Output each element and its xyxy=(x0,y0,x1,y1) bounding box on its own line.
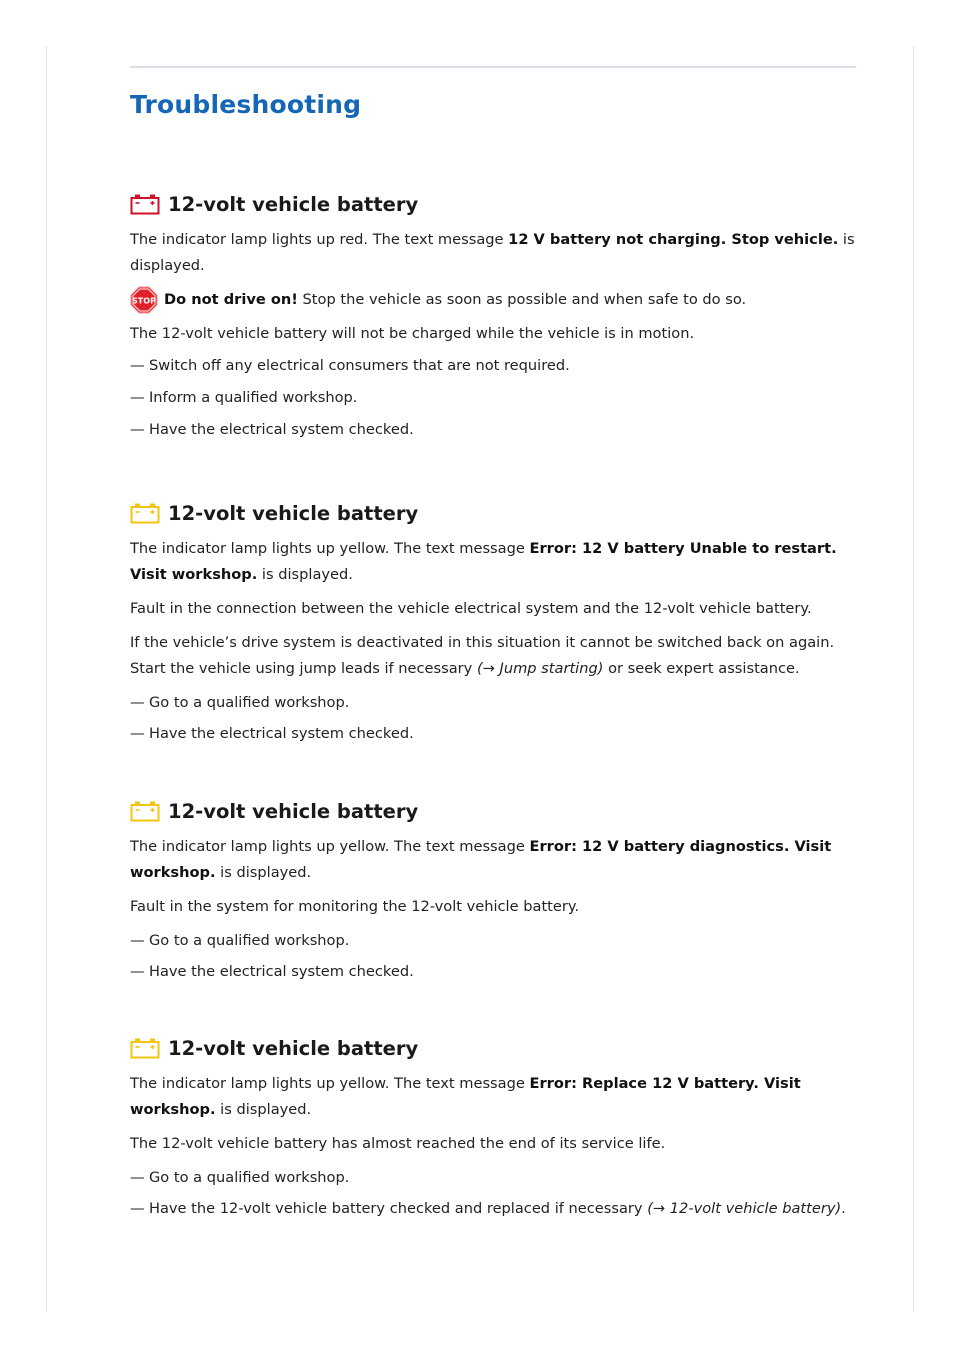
stop-sign-icon xyxy=(130,286,158,314)
warning-bold: Do not drive on! xyxy=(164,291,298,308)
battery-icon xyxy=(130,502,160,524)
heading-text: 12-volt vehicle battery xyxy=(168,1036,419,1060)
text-message: 12 V battery not charging. Stop vehicle. xyxy=(508,231,839,248)
description: Fault in the system for monitoring the 12-volt vehicle battery. xyxy=(130,898,580,915)
section-battery-yellow-restart xyxy=(130,498,860,747)
heading-text: 12-volt vehicle battery xyxy=(168,192,419,216)
right-margin-line xyxy=(913,46,914,1312)
battery-icon xyxy=(130,193,160,215)
list-item: — Have the electrical system checked. xyxy=(130,725,414,742)
list-item: — Inform a qualified workshop. xyxy=(130,389,358,406)
left-margin-line xyxy=(46,46,47,1312)
text-message: Error: Replace 12 V battery. Visit workshop. xyxy=(130,1075,801,1118)
list-item: — Have the 12-volt vehicle battery checked and replaced if necessary (→ 12-volt vehicle battery). xyxy=(130,1200,846,1217)
cross-reference-link[interactable]: (→ 12-volt vehicle battery) xyxy=(647,1200,842,1217)
heading-text: 12-volt vehicle battery xyxy=(168,501,419,525)
section-battery-yellow-replace xyxy=(130,1033,860,1222)
section-battery-yellow-diagnostics xyxy=(130,796,860,985)
intro-paragraph: The indicator lamp lights up yellow. The text message Error: 12 V battery Unable to restart. Visit workshop. is displayed. xyxy=(130,540,837,583)
svg-text:STOP: STOP xyxy=(132,296,156,306)
cross-reference-link[interactable]: (→ Jump starting) xyxy=(476,660,604,677)
description: Fault in the connection between the vehicle electrical system and the 12-volt vehicle battery. xyxy=(130,600,812,617)
intro-paragraph: The indicator lamp lights up yellow. The text message Error: 12 V battery diagnostics. Visit workshop. is displayed. xyxy=(130,838,832,881)
list-item: — Have the electrical system checked. xyxy=(130,421,414,438)
list-item: — Go to a qualified workshop. xyxy=(130,694,350,711)
intro-paragraph: The indicator lamp lights up yellow. The text message Error: Replace 12 V battery. Visit workshop. is displayed. xyxy=(130,1075,801,1118)
text-message: Error: 12 V battery Unable to restart. Visit workshop. xyxy=(130,540,837,583)
description: The 12-volt vehicle battery will not be charged while the vehicle is in motion. xyxy=(130,325,695,342)
section-heading xyxy=(130,189,860,219)
list-item: — Go to a qualified workshop. xyxy=(130,932,350,949)
section-heading xyxy=(130,1033,860,1063)
heading-text: 12-volt vehicle battery xyxy=(168,799,419,823)
list-item: — Go to a qualified workshop. xyxy=(130,1169,350,1186)
section-battery-red xyxy=(130,189,860,443)
description: The 12-volt vehicle battery has almost reached the end of its service life. xyxy=(130,1135,666,1152)
description-secondary: If the vehicle’s drive system is deactivated in this situation it cannot be switched back on again. Start the vehicle using jump leads if necessary (→ Jump starting) or seek expert assistance. xyxy=(130,634,835,677)
text-message: Error: 12 V battery diagnostics. Visit workshop. xyxy=(130,838,832,881)
page-title: Troubleshooting xyxy=(130,90,362,119)
section-heading xyxy=(130,796,860,826)
battery-icon xyxy=(130,800,160,822)
battery-icon xyxy=(130,1037,160,1059)
warning-row: STOP Do not drive on! Stop the vehicle as soon as possible and when safe to do so. xyxy=(130,285,860,315)
section-heading xyxy=(130,498,860,528)
list-item: — Have the electrical system checked. xyxy=(130,963,414,980)
list-item: — Switch off any electrical consumers that are not required. xyxy=(130,357,570,374)
header-rule xyxy=(130,66,856,68)
intro-paragraph: The indicator lamp lights up red. The text message 12 V battery not charging. Stop vehicle. is displayed. xyxy=(130,231,855,274)
